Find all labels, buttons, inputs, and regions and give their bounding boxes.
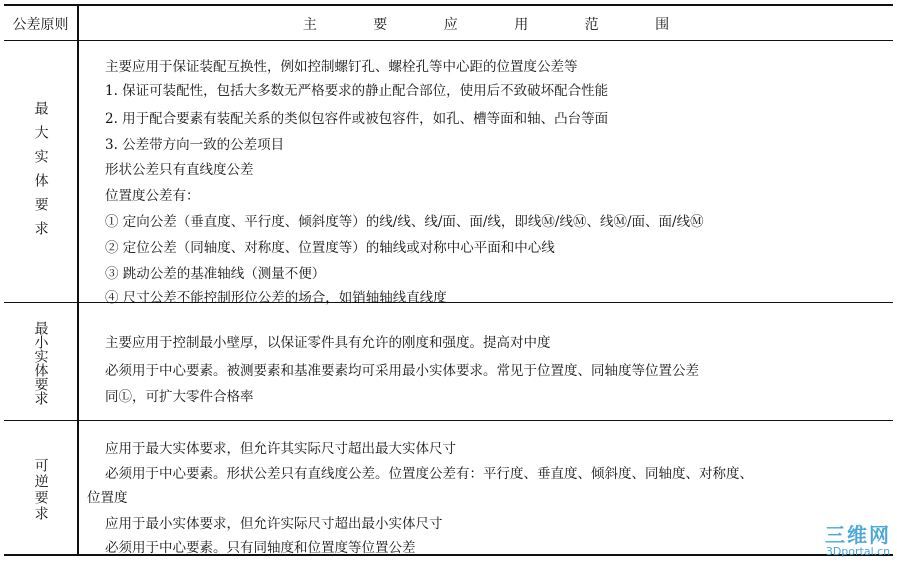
watermark-logo: 三维网: [825, 522, 891, 547]
tolerance-table: [4, 4, 893, 556]
max-line-10: ④ 尺寸公差不能控制形位公差的场合，如销轴轴线直线度: [105, 290, 447, 306]
rev-line-5: 必须用于中心要素。只有同轴度和位置度等位置公差: [105, 540, 416, 556]
watermark-url: 3Dportal.cn: [825, 544, 891, 558]
max-line-1: 主要应用于保证装配互换性，例如控制螺钉孔、螺栓孔等中心距的位置度公差等: [105, 59, 578, 75]
max-line-7: ① 定向公差（垂直度、平行度、倾斜度等）的线/线、线/面、面/线，即线Ⓜ/线Ⓜ、线Ⓜ/面、面/线Ⓜ: [105, 214, 704, 230]
max-line-8: ② 定位公差（同轴度、对称度、位置度等）的轴线或对称中心平面和中心线: [105, 240, 555, 256]
category-reciprocity: 可逆要求: [32, 458, 49, 522]
row-divider-2: [4, 420, 893, 421]
max-line-2: 1. 保证可装配性，包括大多数无严格要求的静止配合部位，使用后不致破坏配合性能: [105, 83, 609, 99]
rev-line-2: 必须用于中心要素。形状公差只有直线度公差。位置度公差有：平行度、垂直度、倾斜度、同轴度、对称度、: [105, 466, 753, 482]
max-line-5: 形状公差只有直线度公差: [105, 162, 254, 178]
min-line-1: 主要应用于控制最小壁厚，以保证零件具有允许的刚度和强度。提高对中度: [105, 335, 551, 351]
max-line-9: ③ 跳动公差的基准轴线（测量不便）: [105, 266, 326, 282]
category-max-material: 最大实体要求: [32, 101, 49, 245]
header-application: 主 要 应 用 范 围: [302, 17, 696, 33]
site-watermark: [825, 522, 891, 558]
header-principle: 公差原则: [12, 17, 69, 33]
rev-line-1: 应用于最大实体要求，但允许其实际尺寸超出最大实体尺寸: [105, 441, 456, 457]
max-line-6: 位置度公差有：: [105, 188, 200, 204]
rev-line-4: 应用于最小实体要求，但允许实际尺寸超出最小实体尺寸: [105, 516, 443, 532]
category-min-material: 最小实体要求: [32, 321, 49, 405]
rev-line-3: 位置度: [87, 490, 128, 506]
max-line-3: 2. 用于配合要素有装配关系的类似包容件或被包容件，如孔、槽等面和轴、凸台等面: [105, 111, 609, 127]
min-line-3: 同Ⓛ，可扩大零件合格率: [105, 389, 254, 405]
min-line-2: 必须用于中心要素。被测要素和基准要素均可采用最小实体要求。常见于位置度、同轴度等位置公差: [105, 363, 699, 379]
column-divider: [77, 6, 79, 554]
max-line-4: 3. 公差带方向一致的公差项目: [105, 137, 285, 153]
